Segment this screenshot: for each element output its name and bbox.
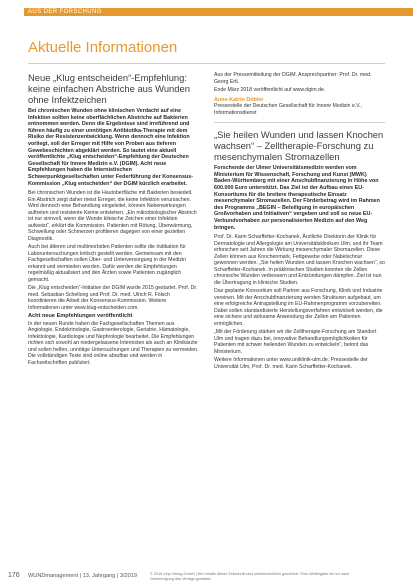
left-column	[28, 72, 199, 368]
article2-lead: Forschende der Ulmer Universitätsmedizin werden vom Ministerium für Wissenschaft, Forschung und Kunst (MWK) Baden-Württemberg mit einer Anschubfinanzierung in Höhe von 600.000 Euro unterstützt. Das Ziel ist der Aufbau eines EU-Konsortiums für die breitere therapeutische Einsatz mesenchymaler Stromazellen. Der Förderbetrag wird im Rahmen des Programms „BEGIN – Beteiligung in europäischen Großvorhaben und Initiativen“ vergeben und soll so neue EU-Verbundvorhaben zur personalisierten Medizin auf den Weg bringen.	[214, 165, 380, 231]
article2-paragraph: „Mit der Förderung stärken wir die Zelltherapie-Forschung am Standort Ulm und tragen dazu bei, innovative Behandlungsmöglichkeiten für Patienten mit schwer heilenden Wunden zu entwickeln“, betont das Ministerium.	[214, 329, 377, 355]
journal-reference: WUNDmanagement | 13. Jahrgang | 3/2019	[28, 573, 137, 579]
article1-author: Anne-Katrin Döbler	[214, 96, 264, 103]
article1-title: Neue „Klug entscheiden“-Empfehlung: keine einfachen Abstriche aus Wunden ohne Infektzeichen	[28, 72, 190, 105]
right-column	[214, 72, 385, 372]
article1-paragraph: Bei chronischen Wunden ist die Hautoberfläche mit Bakterien besiedelt. Ein Abstrich zeigt daher meist Erreger, die keine Infektion verursachen. Wird dennoch eine Behandlung eingeleitet, können Nebenwirkungen auftreten und resistente Keime entstehen. „Ein mikrobiologischer Abstrich ist nur sinnvoll, wenn die Wunde klinische Zeichen einer Infektion aufweist“, erklärt die Kommission. Patienten mit Rötung, Überwärmung, Schwellung oder Schmerzen profitieren dagegen von einer gezielten Diagnostik.	[28, 190, 197, 242]
page-title: Aktuelle Informationen	[28, 39, 178, 56]
page-number: 176	[8, 572, 20, 579]
section-header-bar	[0, 0, 413, 16]
article1-paragraph: Die „Klug entscheiden“-Initiative der DGIM wurde 2015 gestartet. Prof. Dr. med. Sebastian Schellong und Prof. Dr. med. Ulrich R. Fölsch koordinieren die Arbeit der Konsensus-Kommission. Weitere Informationen unter www.klug-entscheiden.com.	[28, 285, 198, 311]
article1-paragraph: Auch bei älteren und multimorbiden Patienten sollte die Indikation für Laboruntersuchungen kritisch gestellt werden. Gemeinsam mit den Fachgesellschaften sollen Über- und Unterversorgung in der Medizin erkannt und vermieden werden. Dafür werden die Empfehlungen regelmäßig aktualisiert und den Ärzten sowie Patienten zugänglich gemacht.	[28, 244, 187, 283]
title-divider	[28, 63, 385, 64]
article1-credit-note: Ende März 2018 veröffentlicht auf www.dgim.de.	[214, 87, 326, 93]
section-label: AUS DER FORSCHUNG	[28, 9, 102, 15]
article1-credit-leadin: Aus der Pressemitteilung der DGIM. Ansprechpartner: Prof. Dr. med. Georg Ertl.	[214, 72, 372, 85]
article2-paragraph: Weitere Informationen unter www.uniklinik-ulm.de. Pressestelle der Universität Ulm, Prof. Dr. med. Karin Scharffetter-Kochanek.	[214, 357, 368, 370]
article-divider	[214, 122, 385, 123]
article1-affiliation: Pressestelle der Deutschen Gesellschaft für Innere Medizin e.V., Informationsdienst	[214, 103, 363, 116]
page-footer	[0, 571, 413, 585]
article2-title: „Sie heilen Wunden und lassen Knochen wachsen“ – Zelltherapie-Forschung zu mesenchymalen Stromazellen	[214, 129, 384, 163]
article1-subparagraph: In der neuen Runde haben die Fachgesellschaften Themen aus Angiologie, Endokrinologie, Gastroenterologie, Geriatrie, Hämatologie, Infektiologie, Kardiologie und Nephrologie bearbeitet. Die Empfehlungen richten sich sowohl an niedergelassene Internisten als auch an Klinikärzte und sollen helfen, unnötige Untersuchungen und Therapien zu vermeiden. Die vollständigen Texte sind online abrufbar und werden in Fachzeitschriften publiziert.	[28, 320, 199, 366]
article2-paragraph: Das geplante Konsortium soll Partner aus Forschung, Klinik und Industrie vereinen. Mit der Anschubfinanzierung werden Strukturen aufgebaut, um eine erfolgreiche Antragstellung im EU-Rahmenprogramm vorzubereiten. Dabei sollen standardisierte Herstellungsverfahren entwickelt werden, die eine sichere und wirksame Anwendung der Zellen am Patienten ermöglichen.	[214, 288, 383, 327]
article1-subheading: Acht neue Empfehlungen veröffentlicht	[28, 313, 133, 320]
imprint-note: © 2019 mhp Verlag GmbH | Die Inhalte dieser Zeitschrift sind urheberrechtlich geschützt. Eine Weitergabe ist nur nach Genehmigung des Verlags gestattet.	[150, 572, 350, 581]
article1-lead: Bei chronischen Wunden ohne klinischen Verdacht auf eine Infektion sollten keine oberflächlichen Abstriche auf Bakterien entnommen werden. Denn die Ergebnisse sind irreführend und führen häufig zu einer unnötigen Antibiotika-Therapie mit dem Risiko der Resistenzentwicklung. Wenn dennoch eine Infektion vorliegt, soll der Erreger mit Hilfe von Proben aus tieferen Gewebeschichten abgeklärt werden. So lautet eine aktuell veröffentlichte „Klug entscheiden“-Empfehlung der Deutschen Gesellschaft für Innere Medizin e.V. (DGIM). Acht neue Empfehlungen haben die Internistischen Schwerpunktgesellschaften unter Federführung der Konsensus-Kommission „Klug entscheiden“ der DGIM kürzlich erarbeitet.	[28, 108, 194, 187]
article2-paragraph: Prof. Dr. Karin Scharffetter-Kochanek, Ärztliche Direktorin der Klinik für Dermatologie und Allergologie am Universitätsklinikum Ulm, und ihr Team erforschen seit Jahren die Wirkung mesenchymaler Stromazellen. Diese Zellen können aus Knochenmark, Fettgewebe oder Nabelschnur gewonnen werden. „Sie heilen Wunden und lassen Knochen wachsen“, so Scharffetter-Kochanek. In präklinischen Studien konnten die Zellen chronische Wunden verbessern und Entzündungen dämpfen. Ziel ist nun die Übertragung in klinische Studien.	[214, 234, 385, 286]
